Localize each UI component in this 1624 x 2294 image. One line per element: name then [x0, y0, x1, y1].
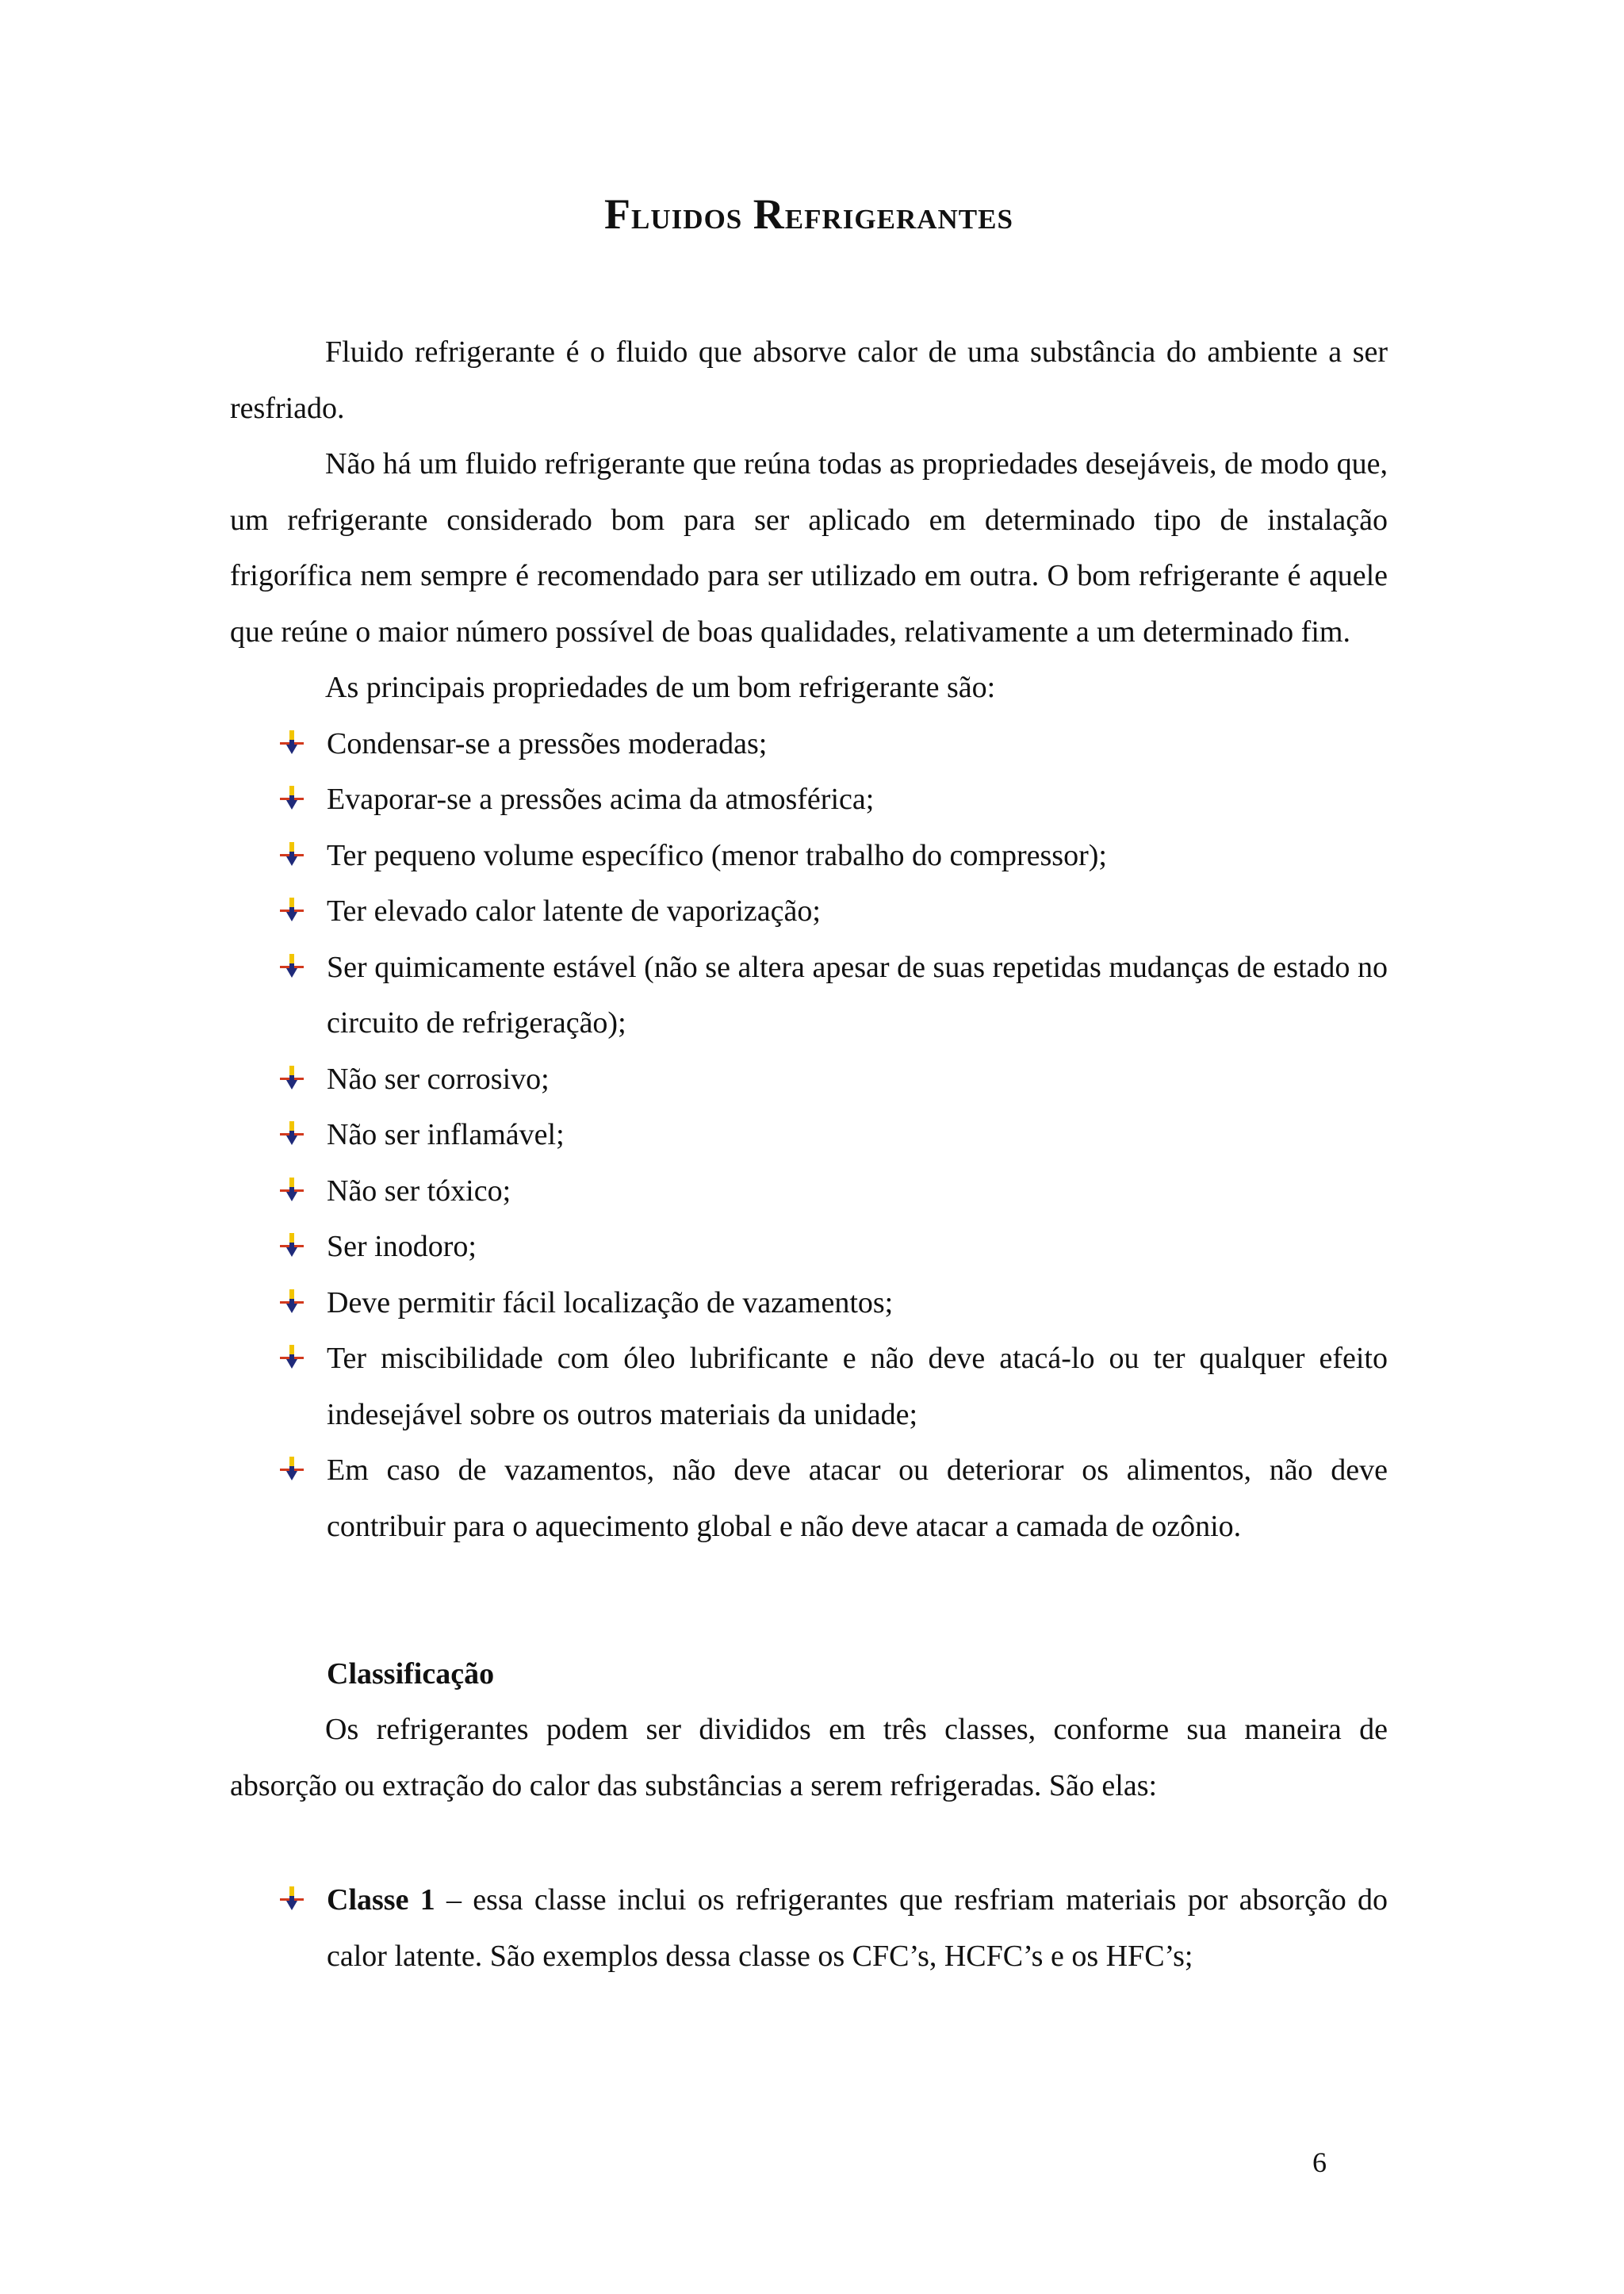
intro-paragraph: Não há um fluido refrigerante que reúna todas as propriedades desejáveis, de modo que, um refrigerante considerado bom para ser aplicado em determinado tipo de instalação frigorífica nem sempre é recomendado para ser utilizado em outra. O bom refrigerante é aquele que reúne o maior número possível de boas qualidades, relativamente a um determinado fim. — [230, 447, 1388, 649]
list-item-text: Ser quimicamente estável (não se altera apesar de suas repetidas mudanças de estado no circuito de refrigeração); — [327, 950, 1388, 1040]
arrow-down-bullet-icon — [279, 1120, 304, 1146]
list-item-text: Condensar-se a pressões moderadas; — [327, 726, 768, 760]
arrow-down-bullet-icon — [279, 1289, 304, 1314]
arrow-down-bullet-icon — [279, 1456, 304, 1481]
page-number: 6 — [1312, 2147, 1327, 2178]
arrow-down-bullet-icon — [279, 841, 304, 867]
title-initial-1: F — [604, 190, 632, 238]
class-label: Classe 1 — [327, 1883, 435, 1917]
list-item — [230, 716, 1388, 772]
list-item-text: Deve permitir fácil localização de vazamentos; — [327, 1285, 894, 1319]
list-item — [230, 1331, 1388, 1442]
arrow-down-bullet-icon — [279, 1344, 304, 1369]
page-title — [230, 190, 1388, 242]
arrow-down-bullet-icon — [279, 1886, 304, 1911]
arrow-down-bullet-icon — [279, 1232, 304, 1258]
section-heading: Classificação — [327, 1657, 495, 1691]
list-item-text: Não ser corrosivo; — [327, 1062, 550, 1096]
properties-list — [230, 716, 1388, 1555]
arrow-down-bullet-icon — [279, 1065, 304, 1090]
intro-paragraph: As principais propriedades de um bom refrigerante são: — [325, 671, 996, 704]
arrow-down-bullet-icon — [279, 785, 304, 810]
list-item — [230, 1107, 1388, 1163]
title-rest-2: efrigerantes — [784, 193, 1013, 237]
list-item — [230, 828, 1388, 884]
list-item — [230, 1442, 1388, 1554]
classification-section — [230, 1646, 1388, 1813]
list-item — [230, 940, 1388, 1051]
list-item-text: Ser inodoro; — [327, 1230, 477, 1263]
list-item — [230, 883, 1388, 940]
arrow-down-bullet-icon — [279, 730, 304, 755]
list-item — [230, 772, 1388, 828]
classes-list — [230, 1872, 1388, 1984]
intro-section — [230, 324, 1388, 1554]
list-item-text: Ter elevado calor latente de vaporização; — [327, 894, 821, 928]
list-item — [230, 1872, 1388, 1984]
list-item-text: Em caso de vazamentos, não deve atacar ou deteriorar os alimentos, não deve contribuir para o aquecimento global e não deve atacar a camada de ozônio. — [327, 1453, 1388, 1543]
arrow-down-bullet-icon — [279, 897, 304, 922]
class-description: – essa classe inclui os refrigerantes que resfriam materiais por absorção do calor latente. São exemplos dessa classe os CFC’s, HCFC’s e os HFC’s; — [327, 1883, 1388, 1973]
classification-paragraph: Os refrigerantes podem ser divididos em três classes, conforme sua maneira de absorção ou extração do calor das substâncias a serem refrigeradas. São elas: — [230, 1713, 1388, 1802]
arrow-down-bullet-icon — [279, 953, 304, 978]
list-item — [230, 1051, 1388, 1108]
title-initial-2: R — [753, 190, 785, 238]
list-item-text: Não ser inflamável; — [327, 1118, 565, 1151]
list-item — [230, 1275, 1388, 1331]
list-item-text: Ter miscibilidade com óleo lubrificante e não deve atacá-lo ou ter qualquer efeito indesejável sobre os outros materiais da unidade; — [327, 1342, 1388, 1431]
list-item-text: Ter pequeno volume específico (menor trabalho do compressor); — [327, 838, 1107, 872]
title-rest-1: luidos — [631, 193, 753, 237]
arrow-down-bullet-icon — [279, 1177, 304, 1202]
list-item — [230, 1219, 1388, 1275]
list-item-text: Não ser tóxico; — [327, 1174, 511, 1208]
intro-paragraph: Fluido refrigerante é o fluido que absorve calor de uma substância do ambiente a ser resfriado. — [230, 335, 1388, 425]
list-item-text: Evaporar-se a pressões acima da atmosférica; — [327, 783, 875, 816]
list-item — [230, 1163, 1388, 1220]
